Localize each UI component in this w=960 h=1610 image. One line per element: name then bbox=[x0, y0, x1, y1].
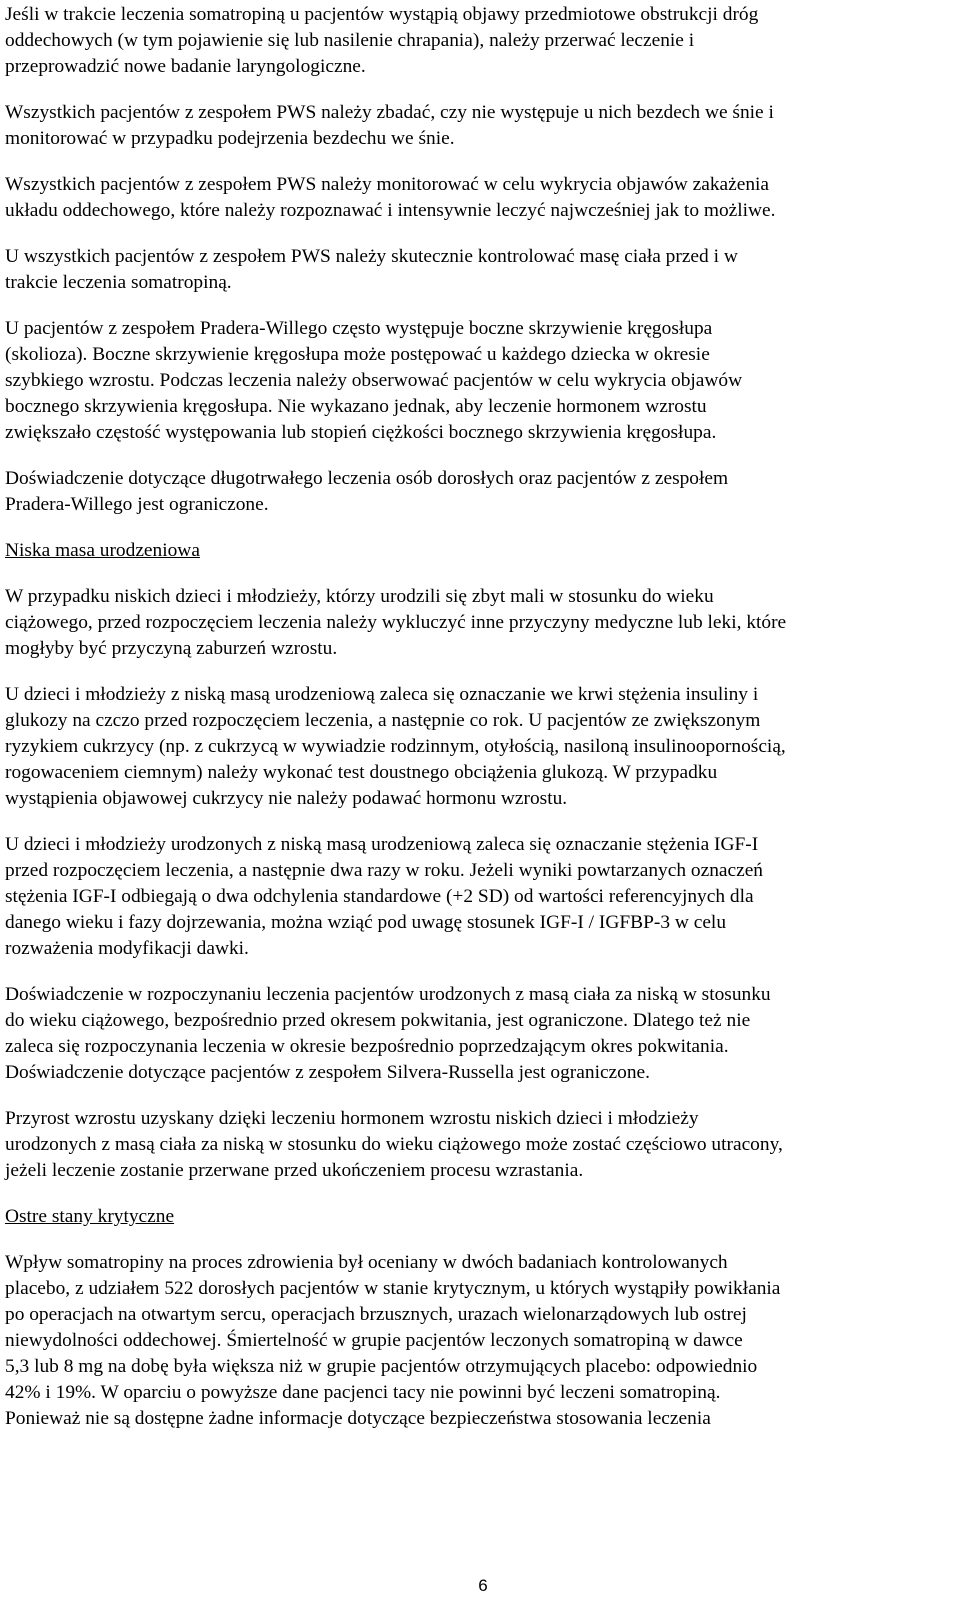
paragraph-weight-control: U wszystkich pacjentów z zespołem PWS należy skutecznie kontrolować masę ciała przed i w trakcie leczenia somatropiną. bbox=[5, 246, 738, 293]
paragraph-long-term-experience: Doświadczenie dotyczące długotrwałego leczenia osób dorosłych oraz pacjentów z zespołem Pradera-Willego jest ograniczone. bbox=[5, 468, 729, 515]
document-page bbox=[5, 2, 960, 1432]
paragraph-respiratory-infection: Wszystkich pacjentów z zespołem PWS należy monitorować w celu wykrycia objawów zakażenia układu oddechowego, które należy rozpoznawać i intensywnie leczyć najwcześniej jak to możliwe. bbox=[5, 174, 776, 221]
section-heading-acute-critical-illness: Ostre stany krytyczne bbox=[5, 1206, 175, 1227]
paragraph-height-gain-loss: Przyrost wzrostu uzyskany dzięki leczeniu hormonem wzrostu niskich dzieci i młodzieży urodzonych z masą ciała za niską w stosunku do wieku ciążowego może zostać częściowo utracony, jeżeli leczenie zostanie przerwane przed ukończeniem procesu wzrastania. bbox=[5, 1108, 783, 1181]
paragraph-igf-monitoring: U dzieci i młodzieży urodzonych z niską masą urodzeniową zaleca się oznaczanie stężenia IGF-I przed rozpoczęciem leczenia, a następnie dwa razy w roku. Jeżeli wyniki powtarzanych oznaczeń stężenia IGF-I odbiegają o dwa odchylenia standardowe (+2 SD) od wartości referencyjnych dla danego wieku i fazy dojrzewania, można wziąć pod uwagę stosunek IGF-I / IGFBP-3 w celu rozważenia modyfikacji dawki. bbox=[5, 834, 764, 959]
paragraph-critical-illness-studies: Wpływ somatropiny na proces zdrowienia był oceniany w dwóch badaniach kontrolowanych placebo, z udziałem 522 dorosłych pacjentów w stanie krytycznym, u których wystąpiły powikłania po operacjach na otwartym sercu, operacjach brzusznych, urazach wielonarządowych lub ostrej niewydolności oddechowej. Śmiertelność w grupie pacjentów leczonych somatropiną w dawce 5,3 lub 8 mg na dobę była większa niż w grupie pacjentów otrzymujących placebo: odpowiednio 42% i 19%. W oparciu o powyższe dane pacjenci tacy nie powinni być leczeni somatropiną. Ponieważ nie są dostępne żadne informacje dotyczące bezpieczeństwa stosowania leczenia bbox=[5, 1252, 781, 1429]
paragraph-sleep-apnea: Wszystkich pacjentów z zespołem PWS należy zbadać, czy nie występuje u nich bezdech we śnie i monitorować w przypadku podejrzenia bezdechu we śnie. bbox=[5, 102, 774, 149]
section-heading-low-birth-weight: Niska masa urodzeniowa bbox=[5, 540, 200, 561]
paragraph-puberty-experience: Doświadczenie w rozpoczynaniu leczenia pacjentów urodzonych z masą ciała za niską w stosunku do wieku ciążowego, bezpośrednio przed okresem pokwitania, jest ograniczone. Dlatego też nie zaleca się rozpoczynania leczenia w okresie bezpośrednio poprzedzającym okres pokwitania. Doświadczenie dotyczące pacjentów z zespołem Silvera-Russella jest ograniczone. bbox=[5, 984, 771, 1083]
paragraph-scoliosis: U pacjentów z zespołem Pradera-Willego często występuje boczne skrzywienie kręgosłupa (skolioza). Boczne skrzywienie kręgosłupa może postępować u każdego dziecka w okresie szybkiego wzrostu. Podczas leczenia należy obserwować pacjentów w celu wykrycia objawów bocznego skrzywienia kręgosłupa. Nie wykazano jednak, aby leczenie hormonem wzrostu zwiększało częstość występowania lub stopień ciężkości bocznego skrzywienia kręgosłupa. bbox=[5, 318, 743, 443]
paragraph-exclude-other-causes: W przypadku niskich dzieci i młodzieży, którzy urodzili się zbyt mali w stosunku do wieku ciążowego, przed rozpoczęciem leczenia należy wykluczyć inne przyczyny medyczne lub leki, które mogłyby być przyczyną zaburzeń wzrostu. bbox=[5, 586, 787, 659]
page-number: 6 bbox=[478, 1576, 488, 1595]
paragraph-insulin-glucose: U dzieci i młodzieży z niską masą urodzeniową zaleca się oznaczanie we krwi stężenia insuliny i glukozy na czczo przed rozpoczęciem leczenia, a następnie co rok. U pacjentów ze zwiększonym ryzykiem cukrzycy (np. z cukrzycą w wywiadzie rodzinnym, otyłością, nasiloną insulinoopornością, rogowaceniem ciemnym) należy wykonać test doustnego obciążenia glukozą. W przypadku wystąpienia objawowej cukrzycy nie należy podawać hormonu wzrostu. bbox=[5, 684, 786, 809]
paragraph-airway-obstruction: Jeśli w trakcie leczenia somatropiną u pacjentów wystąpią objawy przedmiotowe obstrukcji dróg oddechowych (w tym pojawienie się lub nasilenie chrapania), należy przerwać leczenie i przeprowadzić nowe badanie laryngologiczne. bbox=[5, 4, 759, 77]
